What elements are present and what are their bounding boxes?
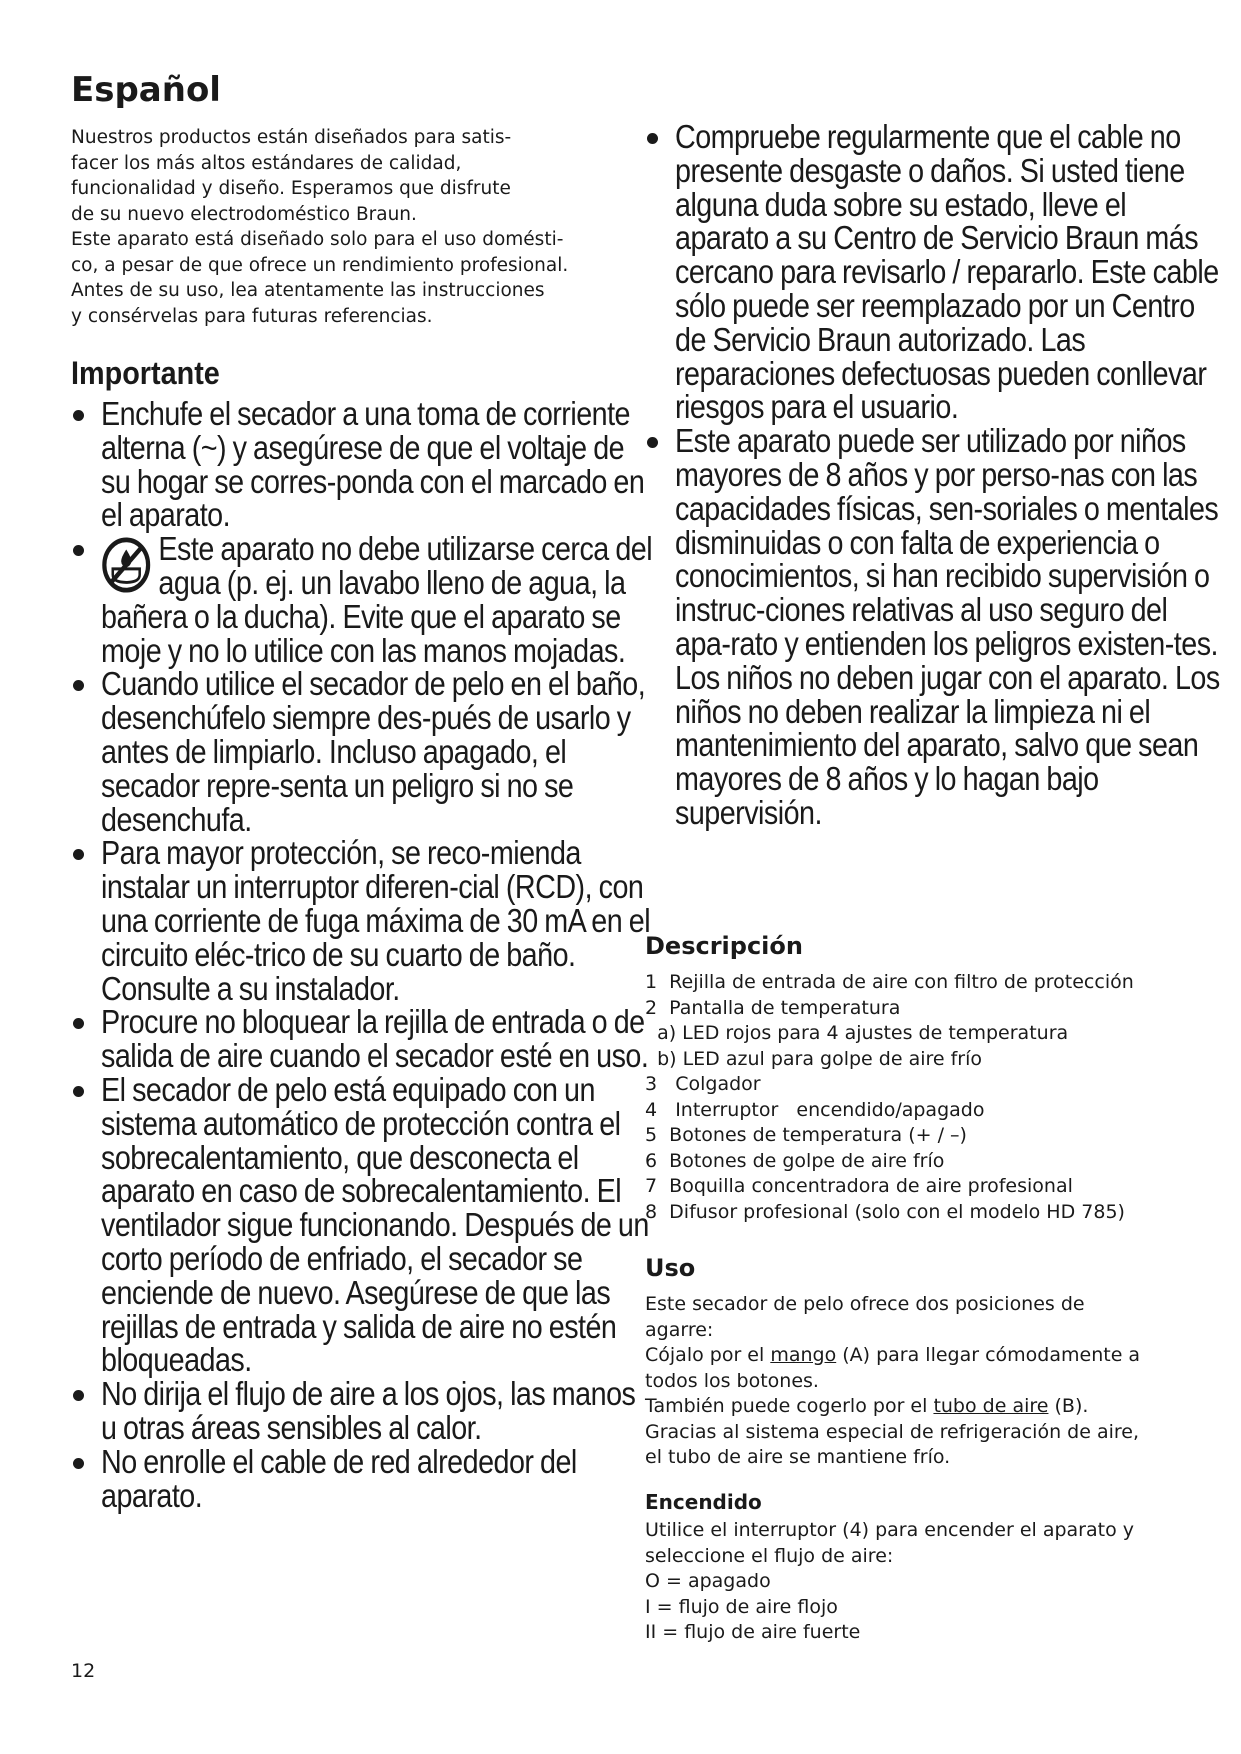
importante-list-left <box>71 397 671 1512</box>
list-item: 3 Colgador <box>645 1073 761 1095</box>
intro-line: funcionalidad y diseño. Esperamos que disfrute <box>71 178 511 199</box>
intro-line: de su nuevo electrodoméstico Braun. <box>71 203 417 225</box>
list-item: No dirija el flujo de aire a los ojos, las manos u otras áreas sensibles al calor. <box>71 1377 671 1445</box>
bullet-icon <box>73 849 84 860</box>
list-item: 4 Interruptor encendido/apagado <box>645 1098 985 1121</box>
list-item: Compruebe regularmente que el cable no presente desgaste o daños. Si usted tiene alguna duda sobre su estado, lleve el aparato a su Centro de Servicio Braun más cercano para revisarlo / repararlo. Este cable sólo puede ser reemplazado por un Centro de Servicio Braun autorizado. Las reparaciones defectuosas pueden conllevar riesgos para el usuario. <box>645 120 1235 424</box>
list-item: 8 Difusor profesional (solo con el modelo HD 785) <box>645 1200 1125 1223</box>
list-item: Este aparato puede ser utilizado por niños mayores de 8 años y por perso-nas con las capacidades físicas, sen-soriales o mentales disminuidas o con falta de experiencia o conocimientos, si han recibido supervisión o instruc-ciones relativas al uso seguro del apa-rato y entienden los peligros existen-tes. Los niños no deben jugar con el aparato. Los niños no deben realizar la limpieza ni el mantenimiento del aparato, salvo que sean mayores de 8 años y lo hagan bajo supervisión. <box>645 424 1235 830</box>
intro-paragraph <box>71 125 611 329</box>
list-item: El secador de pelo está equipado con un sistema automático de protección contra el sobrecalentamiento, que desconecta el aparato en caso de sobrecalentamiento. El ventilador sigue funcionando. Después de un corto período de enfriado, el secador se enciende de nuevo. Asegúrese de que las rejillas de entrada y salida de aire no estén bloqueadas. <box>71 1073 671 1377</box>
intro-line: Nuestros productos están diseñados para satis- <box>71 127 512 148</box>
intro-line: y consérvelas para futuras referencias. <box>71 305 433 327</box>
bullet-icon <box>73 1458 84 1469</box>
text-line: seleccione el flujo de aire: <box>645 1544 894 1567</box>
list-item: b) LED azul para golpe de aire frío <box>645 1047 983 1070</box>
bullet-icon <box>73 1086 84 1097</box>
uso-heading: Uso <box>645 1254 696 1282</box>
list-item: Enchufe el secador a una toma de corriente alterna (~) y asegúrese de que el voltaje de su hogar se corres-ponda con el marcado en el aparato. <box>71 397 671 532</box>
mango-term: mango <box>770 1344 837 1366</box>
bullet-icon <box>73 680 84 691</box>
text-line: Este secador de pelo ofrece dos posiciones de <box>645 1293 1085 1315</box>
list-item: Procure no bloquear la rejilla de entrada o de salida de aire cuando el secador esté en uso. <box>71 1005 671 1073</box>
text-line: Utilice el interruptor (4) para encender el aparato y <box>645 1519 1134 1541</box>
encendido-heading: Encendido <box>645 1490 762 1514</box>
text-line: O = apagado <box>645 1570 771 1592</box>
descripcion-heading: Descripción <box>645 932 803 960</box>
text-line: todos los botones. <box>645 1369 819 1392</box>
uso-paragraph <box>645 1292 1205 1471</box>
list-item: Este aparato no debe utilizarse cerca del agua (p. ej. un lavabo lleno de agua, la bañera o la ducha). Evite que el aparato se moje y no lo utilice con las manos mojadas. <box>71 532 671 667</box>
bullet-icon <box>73 1390 84 1401</box>
bullet-icon <box>73 545 84 556</box>
intro-line: Antes de su uso, lea atentamente las instrucciones <box>71 280 545 301</box>
importante-heading: Importante <box>71 355 220 391</box>
list-item: Cuando utilice el secador de pelo en el baño, desenchúfelo siempre des-pués de usarlo y antes de limpiarlo. Incluso apagado, el secador repre-senta un peligro si no se desenchufa. <box>71 667 671 836</box>
text-line: También puede cogerlo por el tubo de aire (B). <box>645 1395 1089 1417</box>
list-item: 5 Botones de temperatura (+ / –) <box>645 1124 967 1146</box>
page-number: 12 <box>71 1660 96 1682</box>
list-item: 2 Pantalla de temperatura <box>645 996 901 1019</box>
descripcion-list <box>645 970 1205 1225</box>
text-line: II = flujo de aire fuerte <box>645 1621 861 1643</box>
tubo-de-aire-term: tubo de aire <box>933 1395 1049 1417</box>
encendido-paragraph <box>645 1518 1205 1646</box>
importante-list-right <box>645 120 1235 830</box>
list-item: 6 Botones de golpe de aire frío <box>645 1149 945 1172</box>
text-line: Cójalo por el mango (A) para llegar cómodamente a <box>645 1344 1141 1366</box>
text-line: Gracias al sistema especial de refrigeración de aire, <box>645 1420 1139 1443</box>
list-item: Para mayor protección, se reco-mienda instalar un interruptor diferen-cial (RCD), con una corriente de fuga máxima de 30 mA en el circuito eléc-trico de su cuarto de baño. Consulte a su instalador. <box>71 836 671 1005</box>
intro-line: facer los más altos estándares de calidad, <box>71 152 462 174</box>
list-item: No enrolle el cable de red alrededor del aparato. <box>71 1445 671 1513</box>
list-item: a) LED rojos para 4 ajustes de temperatura <box>645 1022 1069 1044</box>
text-line: el tubo de aire se mantiene frío. <box>645 1446 951 1468</box>
text-line: I = flujo de aire flojo <box>645 1595 838 1618</box>
list-item: 7 Boquilla concentradora de aire profesional <box>645 1175 1073 1197</box>
bullet-icon <box>647 133 658 144</box>
bullet-icon <box>647 437 658 448</box>
intro-line: co, a pesar de que ofrece un rendimiento profesional. <box>71 254 569 276</box>
no-water-warning-icon <box>101 536 151 594</box>
text-line: agarre: <box>645 1318 714 1341</box>
intro-line: Este aparato está diseñado solo para el uso domésti- <box>71 229 564 250</box>
bullet-icon <box>73 1018 84 1029</box>
list-item: 1 Rejilla de entrada de aire con filtro de protección <box>645 971 1134 993</box>
page-title: Español <box>71 70 221 110</box>
bullet-icon <box>73 410 84 421</box>
